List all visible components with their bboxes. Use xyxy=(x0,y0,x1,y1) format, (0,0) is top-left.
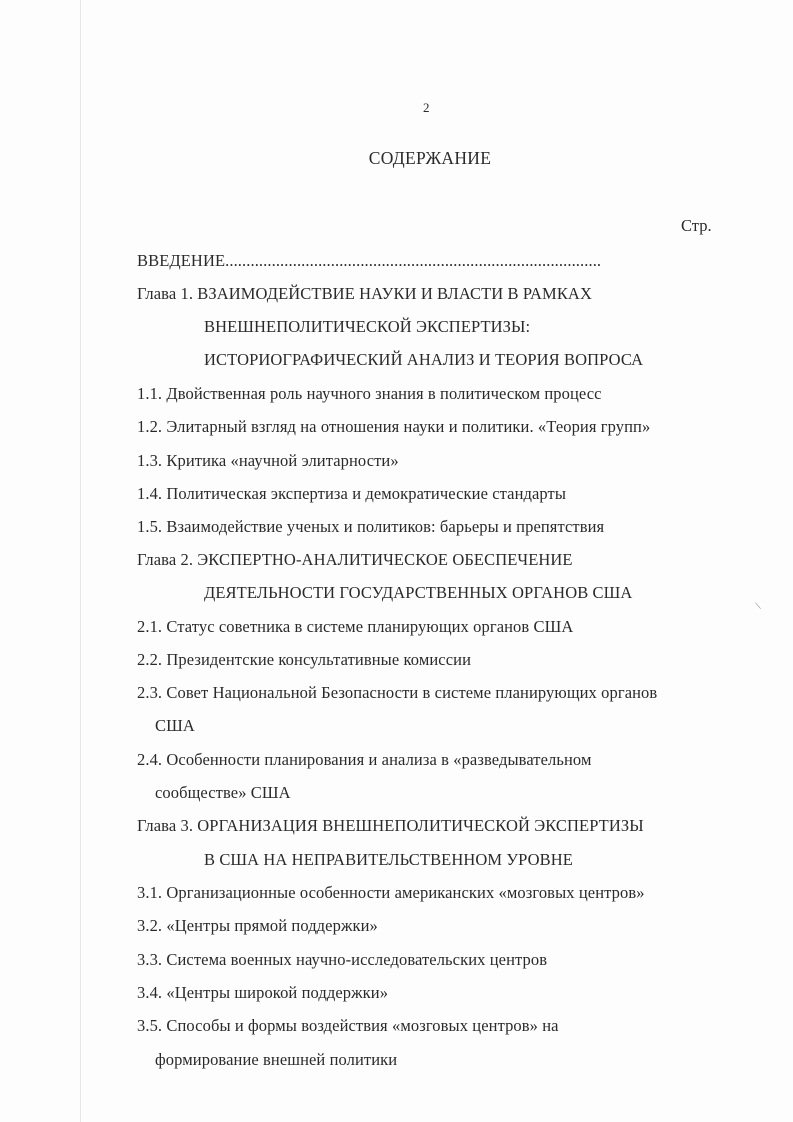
toc-section-2-1: 2.1. Статус советника в системе планирующих органов США xyxy=(137,617,574,636)
margin-pencil-mark: / xyxy=(752,601,765,611)
toc-section-3-1: 3.1. Организационные особенности американских «мозговых центров» xyxy=(137,883,645,902)
toc-entry-intro: ВВЕДЕНИЕ......................................................................................... xyxy=(137,251,602,270)
toc-section-1-5: 1.5. Взаимодействие ученых и политиков: барьеры и препятствия xyxy=(137,517,605,536)
toc-chapter-2-line-1: Глава 2. ЭКСПЕРТНО-АНАЛИТИЧЕСКОЕ ОБЕСПЕЧЕНИЕ xyxy=(137,550,573,569)
toc-section-1-4: 1.4. Политическая экспертиза и демократические стандарты xyxy=(137,484,567,503)
toc-section-2-3-line-2: США xyxy=(155,716,195,735)
toc-chapter-3-line-2: В США НА НЕПРАВИТЕЛЬСТВЕННОМ УРОВНЕ xyxy=(204,850,573,869)
toc-section-3-5-line-1: 3.5. Способы и формы воздействия «мозговых центров» на xyxy=(137,1016,559,1035)
page-title: СОДЕРЖАНИЕ xyxy=(368,148,492,168)
toc-section-3-4: 3.4. «Центры широкой поддержки» xyxy=(137,983,389,1002)
toc-section-1-2: 1.2. Элитарный взгляд на отношения науки и политики. «Теория групп» xyxy=(137,417,651,436)
toc-section-2-4-line-1: 2.4. Особенности планирования и анализа в «разведывательном xyxy=(137,750,592,769)
toc-section-3-5-line-2: формирование внешней политики xyxy=(155,1050,398,1069)
page-number: 2 xyxy=(423,100,430,115)
toc-section-3-2: 3.2. «Центры прямой поддержки» xyxy=(137,916,378,935)
page-column-label: Стр. xyxy=(681,216,712,235)
toc-section-1-1: 1.1. Двойственная роль научного знания в политическом процесс xyxy=(137,384,602,403)
toc-section-2-4-line-2: сообществе» США xyxy=(155,783,291,802)
toc-section-2-3-line-1: 2.3. Совет Национальной Безопасности в системе планирующих органов xyxy=(137,683,658,702)
toc-chapter-2-line-2: ДЕЯТЕЛЬНОСТИ ГОСУДАРСТВЕННЫХ ОРГАНОВ США xyxy=(204,583,633,602)
toc-chapter-1-line-1: Глава 1. ВЗАИМОДЕЙСТВИЕ НАУКИ И ВЛАСТИ В РАМКАХ xyxy=(137,284,592,303)
toc-section-1-3: 1.3. Критика «научной элитарности» xyxy=(137,451,399,470)
toc-chapter-1-line-2: ВНЕШНЕПОЛИТИЧЕСКОЙ ЭКСПЕРТИЗЫ: xyxy=(204,317,531,336)
toc-section-2-2: 2.2. Президентские консультативные комиссии xyxy=(137,650,472,669)
toc-chapter-1-line-3: ИСТОРИОГРАФИЧЕСКИЙ АНАЛИЗ И ТЕОРИЯ ВОПРОСА xyxy=(204,350,644,369)
toc-chapter-3-line-1: Глава 3. ОРГАНИЗАЦИЯ ВНЕШНЕПОЛИТИЧЕСКОЙ ЭКСПЕРТИЗЫ xyxy=(137,816,644,835)
toc-section-3-3: 3.3. Система военных научно-исследовательских центров xyxy=(137,950,548,969)
